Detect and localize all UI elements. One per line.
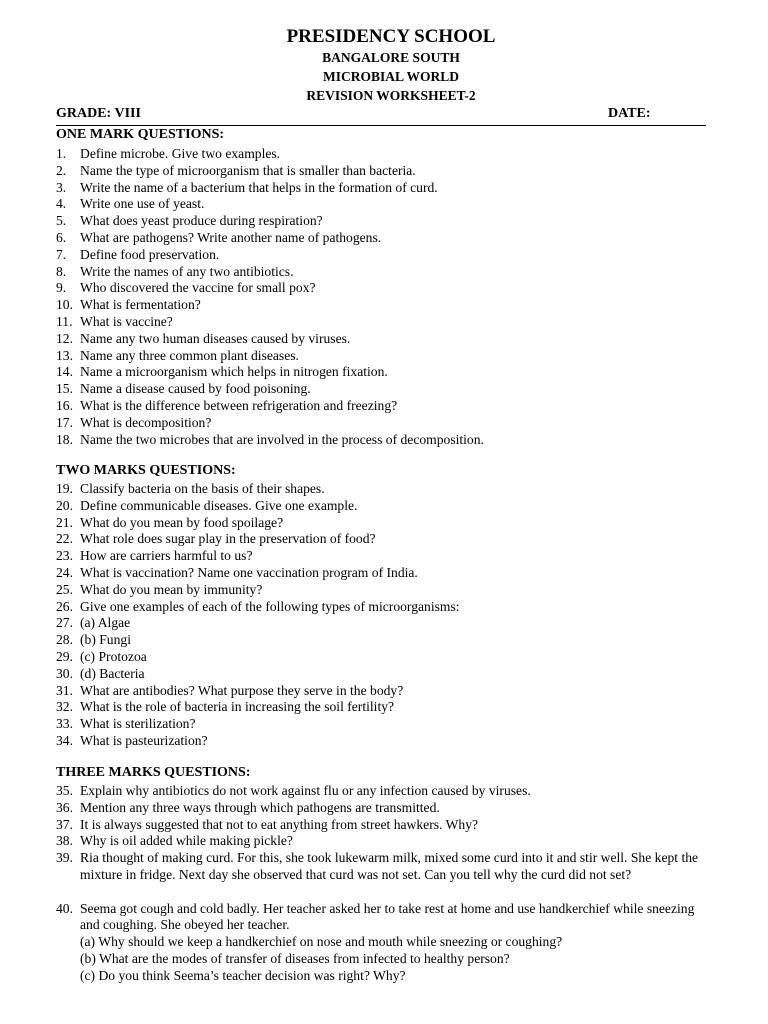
question-item — [56, 180, 716, 197]
question-number: 30. — [56, 665, 73, 681]
question-item — [56, 565, 716, 582]
question-number: 20. — [56, 497, 73, 513]
question-number: 39. — [56, 850, 73, 866]
section-three-marks: THREE MARKS QUESTIONS: — [56, 765, 251, 780]
question-item — [56, 381, 716, 398]
question-number: 14. — [56, 364, 73, 380]
question-text: Ria thought of making curd. For this, she took lukewarm milk, mixed some curd into it and stir well. She kept the mixture in fridge. Next day she observed that curd was not set. Can you tell why the curd did not set? — [80, 850, 699, 882]
question-text: What does yeast produce during respiration? — [80, 213, 323, 229]
question-number: 11. — [56, 314, 73, 329]
question-text: Define food preservation. — [80, 246, 220, 262]
grade-label: GRADE: VIII — [56, 106, 141, 121]
question-text: Name the two microbes that are involved in the process of decomposition. — [80, 431, 484, 447]
question-number: 16. — [56, 398, 73, 413]
date-label: DATE: — [608, 106, 651, 121]
question-item — [56, 716, 716, 733]
question-text: Name the type of microorganism that is smaller than bacteria. — [80, 162, 416, 178]
question-text: What do you mean by food spoilage? — [80, 514, 284, 530]
question-item — [56, 213, 716, 230]
question-number: 3. — [56, 179, 67, 195]
question-number: 27. — [56, 615, 73, 631]
question-number: 7. — [56, 246, 67, 262]
question-number: 37. — [56, 816, 73, 832]
question-item — [56, 163, 716, 180]
question-text: Name a microorganism which helps in nitrogen fixation. — [80, 364, 388, 380]
question-number: 5. — [56, 213, 67, 229]
question-text: What is vaccination? Name one vaccination program of India. — [80, 565, 418, 580]
question-text: What is fermentation? — [80, 297, 201, 313]
question-item — [56, 415, 716, 432]
question-number: 31. — [56, 682, 73, 698]
question-text: Name a disease caused by food poisoning. — [80, 381, 311, 397]
question-text: Seema got cough and cold badly. Her teacher asked her to take rest at home and use handkerchief while sneezing and coughing. She obeyed her teacher. — [80, 900, 695, 933]
question-item — [56, 297, 716, 314]
question-item — [56, 264, 716, 281]
question-text: What is pasteurization? — [80, 733, 208, 748]
question-text: Why is oil added while making pickle? — [80, 833, 293, 849]
question-text: What is vaccine? — [80, 314, 173, 329]
question-item — [56, 280, 716, 297]
question-item — [56, 582, 716, 599]
question-text: (c) Protozoa — [80, 649, 147, 664]
question-number: 10. — [56, 297, 73, 313]
question-item — [56, 800, 716, 817]
question-number: 40. — [56, 900, 73, 916]
question-text: Name any three common plant diseases. — [80, 347, 299, 363]
question-item — [56, 548, 716, 565]
question-number: 2. — [56, 162, 67, 178]
question-text: Mention any three ways through which pathogens are transmitted. — [80, 799, 440, 815]
section-two-marks: TWO MARKS QUESTIONS: — [56, 463, 236, 478]
question-item — [56, 901, 716, 935]
question-number: 29. — [56, 649, 73, 664]
question-item — [56, 783, 716, 800]
section-one-mark: ONE MARK QUESTIONS: — [56, 127, 225, 142]
question-item — [56, 247, 716, 264]
question-number: 25. — [56, 581, 73, 597]
question-number: 28. — [56, 632, 73, 648]
question-text: Give one examples of each of the following types of microorganisms: — [80, 598, 460, 614]
question-number: 38. — [56, 833, 73, 849]
question-item — [56, 599, 716, 616]
question-item — [56, 498, 716, 515]
question-number: 6. — [56, 230, 67, 245]
question-number: 23. — [56, 548, 73, 564]
question-text: What do you mean by immunity? — [80, 581, 263, 597]
worksheet-title: REVISION WORKSHEET-2 — [306, 88, 476, 103]
question-number: 13. — [56, 347, 73, 363]
question-text: Write the name of a bacterium that helps in the formation of curd. — [80, 179, 438, 195]
question-item — [56, 833, 716, 850]
question-item — [56, 331, 716, 348]
question-40-part: (b) What are the modes of transfer of diseases from infected to healthy person? — [80, 951, 510, 966]
question-40-part: (c) Do you think Seema’s teacher decision was right? Why? — [80, 967, 406, 983]
question-text: What are pathogens? Write another name of pathogens. — [80, 230, 382, 245]
question-item — [56, 432, 716, 449]
question-item — [56, 649, 716, 666]
question-item — [56, 531, 716, 548]
school-name: PRESIDENCY SCHOOL — [286, 26, 496, 47]
question-item — [56, 615, 716, 632]
question-number: 1. — [56, 146, 67, 161]
question-number: 8. — [56, 263, 67, 279]
question-number: 21. — [56, 514, 73, 530]
question-text: Write one use of yeast. — [80, 196, 205, 212]
question-text: What is sterilization? — [80, 716, 196, 732]
question-number: 33. — [56, 716, 73, 732]
question-number: 12. — [56, 330, 73, 346]
question-text: (a) Algae — [80, 615, 131, 631]
question-number: 15. — [56, 381, 73, 397]
question-item — [56, 515, 716, 532]
question-number: 17. — [56, 414, 73, 430]
question-number: 18. — [56, 431, 73, 447]
question-text: Name any two human diseases caused by viruses. — [80, 330, 351, 346]
question-item — [56, 314, 716, 331]
question-number: 24. — [56, 565, 73, 580]
question-number: 4. — [56, 196, 67, 212]
question-text: What is decomposition? — [80, 414, 212, 430]
question-text: (b) Fungi — [80, 632, 131, 648]
school-branch: BANGALORE SOUTH — [322, 50, 460, 65]
question-item — [56, 146, 716, 163]
question-item — [56, 230, 716, 247]
question-item — [56, 632, 716, 649]
question-text: (d) Bacteria — [80, 665, 145, 681]
question-item — [56, 364, 716, 381]
question-item — [56, 196, 716, 213]
question-item — [56, 850, 716, 884]
question-text: What role does sugar play in the preservation of food? — [80, 531, 376, 547]
question-item — [56, 666, 716, 683]
question-text: What are antibodies? What purpose they serve in the body? — [80, 682, 404, 698]
question-number: 22. — [56, 531, 73, 547]
question-item — [56, 398, 716, 415]
worksheet-topic: MICROBIAL WORLD — [323, 69, 459, 84]
question-number: 26. — [56, 598, 73, 614]
question-text: What is the role of bacteria in increasing the soil fertility? — [80, 699, 395, 715]
question-item — [56, 733, 716, 750]
question-text: Write the names of any two antibiotics. — [80, 263, 294, 279]
question-text: Define microbe. Give two examples. — [80, 146, 281, 161]
question-item — [56, 699, 716, 716]
question-text: What is the difference between refrigeration and freezing? — [80, 398, 398, 413]
grade-date-bar — [56, 106, 706, 126]
question-number: 34. — [56, 733, 73, 748]
question-text: Explain why antibiotics do not work against flu or any infection caused by viruses. — [80, 783, 531, 798]
question-number: 19. — [56, 481, 73, 496]
question-number: 32. — [56, 699, 73, 715]
question-text: How are carriers harmful to us? — [80, 548, 253, 564]
question-40-part: (a) Why should we keep a handkerchief on nose and mouth while sneezing or coughing? — [80, 934, 563, 950]
question-item — [56, 348, 716, 365]
question-text: It is always suggested that not to eat anything from street hawkers. Why? — [80, 816, 479, 832]
question-item — [56, 481, 716, 498]
question-text: Define communicable diseases. Give one example. — [80, 497, 358, 513]
question-number: 9. — [56, 280, 67, 296]
question-text: Classify bacteria on the basis of their shapes. — [80, 481, 325, 496]
question-item — [56, 683, 716, 700]
question-item — [56, 817, 716, 834]
question-number: 36. — [56, 799, 73, 815]
question-number: 35. — [56, 783, 73, 798]
question-text: Who discovered the vaccine for small pox? — [80, 280, 316, 296]
